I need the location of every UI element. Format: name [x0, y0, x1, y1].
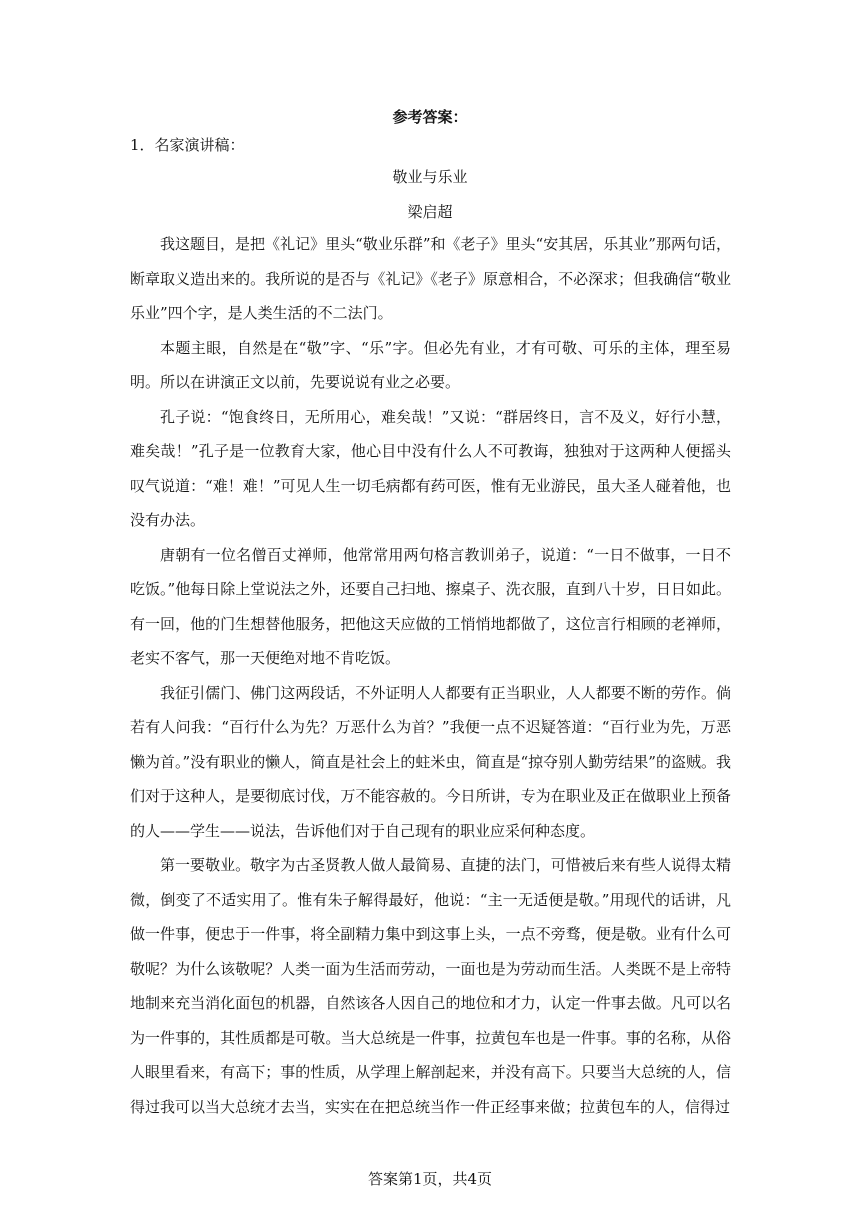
- essay-body: [130, 227, 731, 1124]
- page-footer: 答案第1页，共4页: [367, 1170, 493, 1188]
- paragraph-1: 我这题目，是把《礼记》里头“敬业乐群”和《老子》里头“安其居，乐其业”那两句话，断章取义造出来的。我所说的是否与《礼记》《老子》原意相合，不必深求；但我确信“敬业乐业”四个字，是人类生活的不二法门。: [130, 235, 731, 322]
- question-label: 1．名家演讲稿：: [130, 136, 245, 154]
- essay-title: 敬业与乐业: [392, 168, 468, 186]
- essay-author: 梁启超: [407, 203, 453, 221]
- paragraph-5: 我征引儒门、佛门这两段话，不外证明人人都要有正当职业，人人都要不断的劳作。倘若有人问我：“百行什么为先？万恶什么为首？”我便一点不迟疑答道：“百行业为先，万恶懒为首。”没有职业的懒人，简直是社会上的蛀米虫，简直是“掠夺别人勤劳结果”的盗贼。我们对于这种人，是要彻底讨伐，万不能容赦的。今日所讲，专为在职业及正在做职业上预备的人——学生——说法，告诉他们对于自己现有的职业应采何种态度。: [130, 683, 731, 840]
- answer-heading: 参考答案：: [392, 108, 468, 126]
- paragraph-3: 孔子说：“饱食终日，无所用心，难矣哉！”又说：“群居终日，言不及义，好行小慧，难矣哉！”孔子是一位教育大家，他心目中没有什么人不可教诲，独独对于这两种人便摇头叹气说道：“难！难！”可见人生一切毛病都有药可医，惟有无业游民，虽大圣人碰着他，也没有办法。: [130, 407, 731, 529]
- paragraph-6: 第一要敬业。敬字为古圣贤教人做人最简易、直捷的法门，可惜被后来有些人说得太精微，倒变了不适实用了。惟有朱子解得最好，他说：“主一无适便是敬。”用现代的话讲，凡做一件事，便忠于一件事，将全副精力集中到这事上头，一点不旁骛，便是敬。业有什么可敬呢？为什么该敬呢？人类一面为生活而劳动，一面也是为劳动而生活。人类既不是上帝特地制来充当消化面包的机器，自然该各人因自己的地位和才力，认定一件事去做。凡可以名为一件事的，其性质都是可敬。当大总统是一件事，拉黄包车也是一件事。事的名称，从俗人眼里看来，有高下；事的性质，从学理上解剖起来，并没有高下。只要当大总统的人，信得过我可以当大总统才去当，实实在在把总统当作一件正经事来做；拉黄包车的人，信得过: [130, 856, 731, 1116]
- paragraph-2: 本题主眼，自然是在“敬”字、“乐”字。但必先有业，才有可敬、可乐的主体，理至易明。所以在讲演正文以前，先要说说有业之必要。: [130, 338, 731, 391]
- paragraph-4: 唐朝有一位名僧百丈禅师，他常常用两句格言教训弟子，说道：“一日不做事，一日不吃饭。”他每日除上堂说法之外，还要自己扫地、擦桌子、洗衣服，直到八十岁，日日如此。有一回，他的门生想替他服务，把他这天应做的工悄悄地都做了，这位言行相顾的老禅师，老实不客气，那一天便绝对地不肯吃饭。: [130, 545, 731, 667]
